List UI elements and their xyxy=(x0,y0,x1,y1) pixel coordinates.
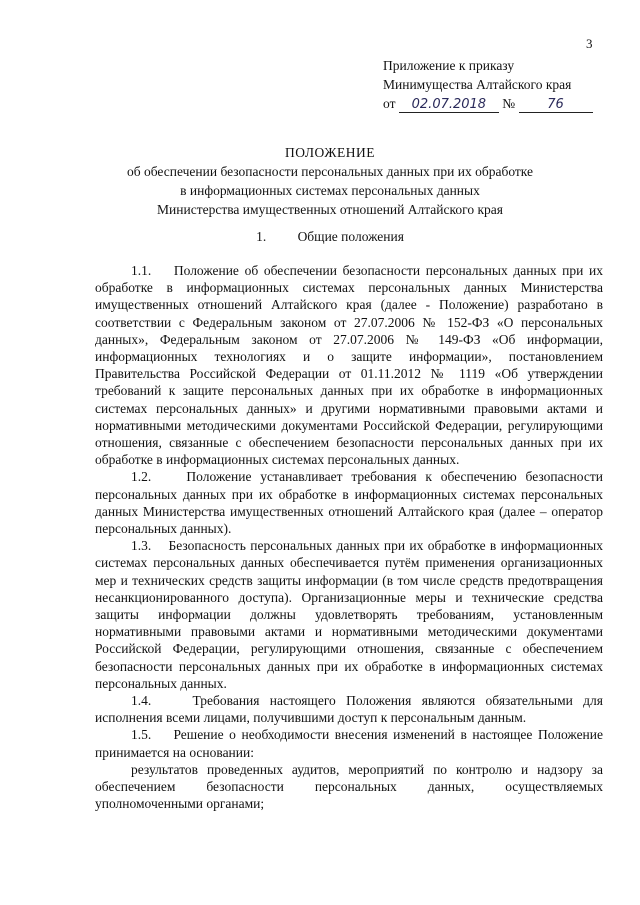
handwritten-number: 76 xyxy=(519,98,593,113)
title-line-4: Министерства имущественных отношений Алтайского края xyxy=(157,202,503,217)
title-line-1: ПОЛОЖЕНИЕ xyxy=(285,145,375,160)
title-line-2: об обеспечении безопасности персональных данных при их обработке xyxy=(126,164,534,179)
title-line-3: в информационных системах персональных данных xyxy=(180,183,480,198)
document-title xyxy=(80,143,580,219)
section-heading xyxy=(80,229,580,245)
section-title: Общие положения xyxy=(297,229,404,244)
approval-line-2: Минимущества Алтайского края xyxy=(383,77,572,92)
paragraph-1-1: 1.1. Положение об обеспечении безопасности персональных данных при их обработке в информационных системах персональных данных Министерства имущественных отношений Алтайского края (далее - Положение) разработано в соответствии с Федеральным законом от 27.07.2006 № 152-ФЗ «О персональных данных», Федеральным законом от 27.07.2006 № 149-ФЗ «Об информации, информационных технологиях и о защите информации», постановлением Правительства Российской Федерации от 01.11.2012 № 1119 «Об утверждении требований к защите персональных данных при их обработке в информационных системах персональных данных» и другими нормативными правовыми актами и нормативными методическими документами Российской Федерации, регулирующими отношения, связанные с обеспечением безопасности персональных данных при их обработке в информационных системах персональных данных. xyxy=(95,263,603,468)
paragraph-1-5: 1.5. Решение о необходимости внесения изменений в настоящее Положение принимается на основании: xyxy=(95,727,603,760)
handwritten-date: 02.07.2018 xyxy=(399,98,499,113)
paragraph-1-4: 1.4. Требования настоящего Положения являются обязательными для исполнения всеми лицами, получившими доступ к персональным данным. xyxy=(95,693,603,726)
date-prefix: от xyxy=(383,96,396,111)
paragraph-1-3: 1.3. Безопасность персональных данных при их обработке в информационных системах персональных данных обеспечивается путём применения организационных мер и технических средств защиты информации (в том числе средств предотвращения несанкционированного доступа). Организационные меры и технические средства защиты информации должны удовлетворять требованиям, установленным нормативными правовыми актами и нормативными методическими документами Российской Федерации, регулирующими отношения, связанные с обеспечением безопасности персональных данных при их обработке в информационных системах персональных данных. xyxy=(95,538,603,691)
approval-block xyxy=(383,56,593,113)
paragraph-1-2: 1.2. Положение устанавливает требования к обеспечению безопасности персональных данных при их обработке в информационных системах персональных данных Министерства имущественных отношений Алтайского края (далее – оператор персональных данных). xyxy=(95,469,603,537)
approval-date-line xyxy=(383,94,593,113)
document-body xyxy=(95,262,603,813)
section-number: 1. xyxy=(256,229,267,244)
approval-line-1: Приложение к приказу xyxy=(383,58,515,73)
paragraph-1-5-item: результатов проведенных аудитов, мероприятий по контролю и надзору за обеспечением безопасности персональных данных, осуществляемых уполномоченными органами; xyxy=(95,761,603,812)
page-number: 3 xyxy=(586,36,593,51)
number-prefix: № xyxy=(502,96,516,111)
